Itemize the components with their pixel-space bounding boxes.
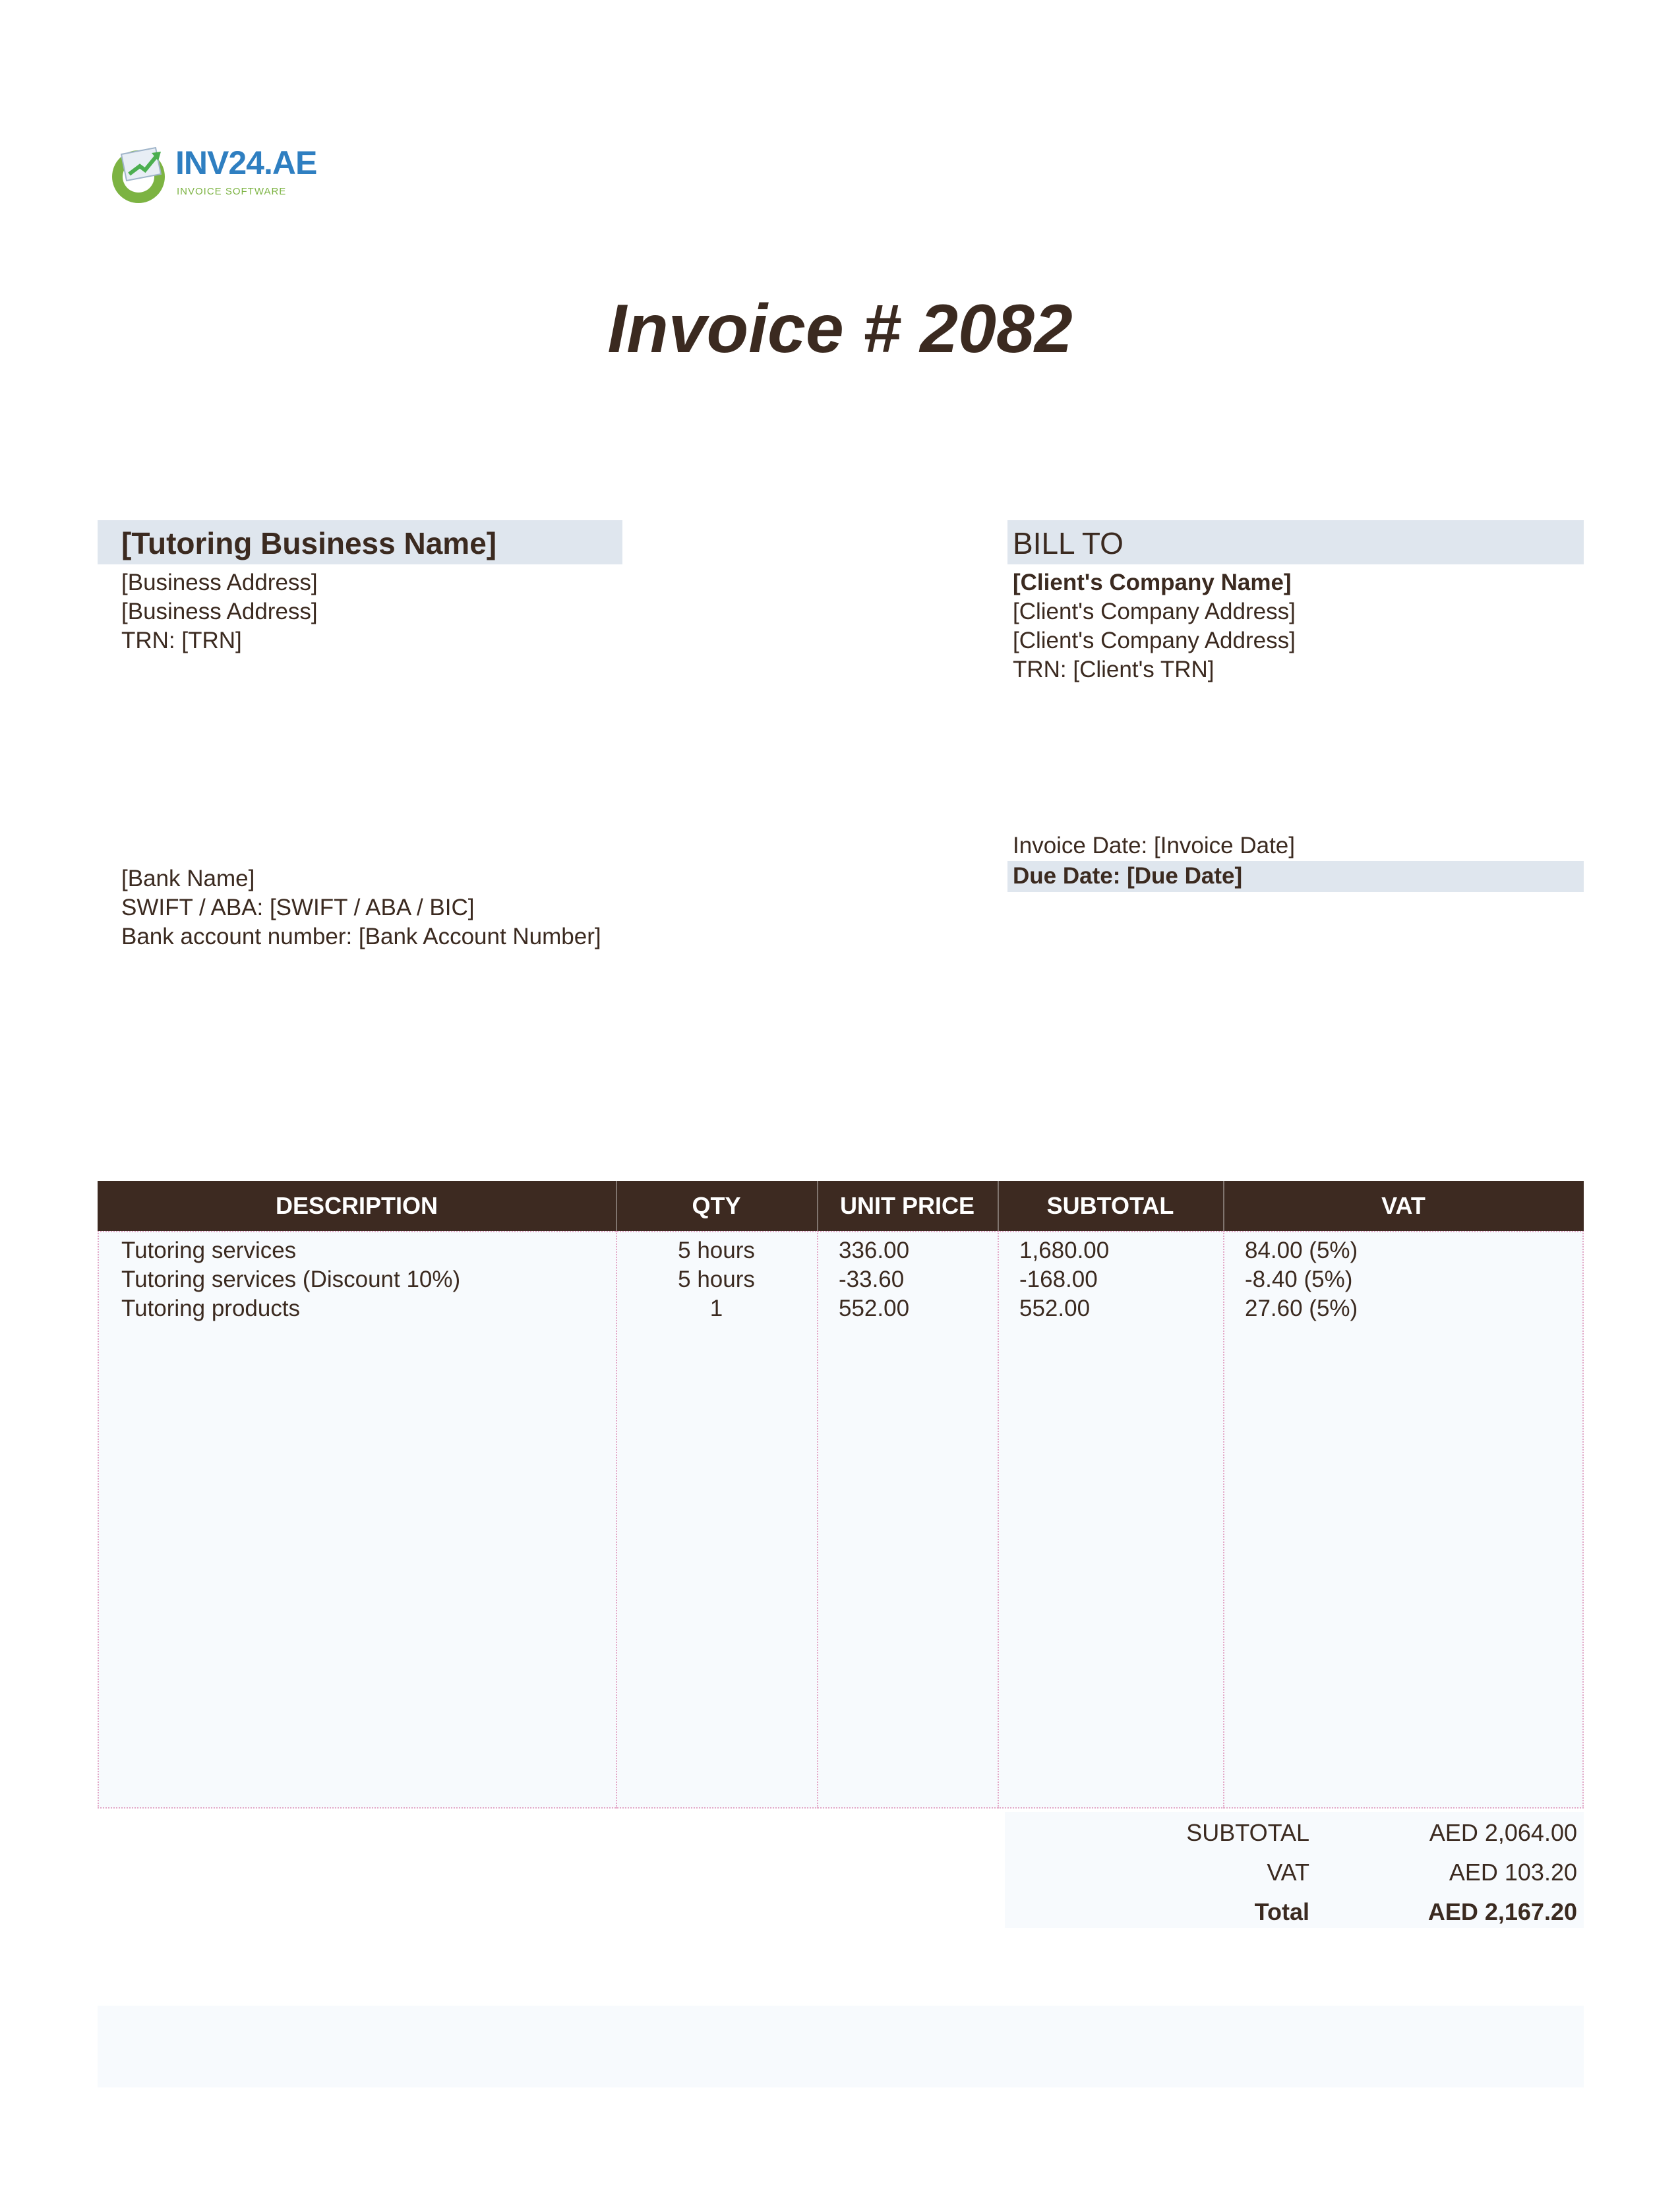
- row-subtotal: 1,680.00: [1019, 1238, 1110, 1263]
- bank-details: [121, 864, 601, 951]
- seller-address-line: [Business Address]: [121, 570, 318, 595]
- seller-trn: TRN: [TRN]: [121, 628, 242, 653]
- table-row: [98, 1294, 1584, 1323]
- seller-business-name: [Tutoring Business Name]: [121, 526, 497, 560]
- logo-wordmark: INV24.AE: [175, 144, 317, 181]
- header-divider: [817, 1181, 818, 1231]
- row-description: Tutoring services (Discount 10%): [121, 1267, 461, 1292]
- totals-block: [1005, 1812, 1584, 1928]
- client-address-line: [Client's Company Address]: [1013, 628, 1296, 653]
- logo-tagline: INVOICE SOFTWARE: [177, 186, 287, 197]
- subtotal-row: [1005, 1813, 1584, 1853]
- row-unit-price: 336.00: [839, 1238, 910, 1263]
- table-row: [98, 1236, 1584, 1265]
- invoice-date: Invoice Date: [Invoice Date]: [1013, 833, 1295, 858]
- row-subtotal: 552.00: [1019, 1296, 1091, 1321]
- bank-account-number: Bank account number: [Bank Account Number]: [121, 924, 601, 949]
- bank-name: [Bank Name]: [121, 866, 255, 891]
- notes-area: [98, 2006, 1584, 2087]
- table-row: [98, 1265, 1584, 1294]
- vat-value: AED 103.20: [1449, 1859, 1577, 1886]
- logo-icon: [105, 140, 171, 206]
- column-header-subtotal: SUBTOTAL: [1046, 1192, 1174, 1219]
- row-vat: 27.60 (5%): [1245, 1296, 1358, 1321]
- column-header-unit-price: UNIT PRICE: [839, 1192, 975, 1219]
- row-qty: 5 hours: [678, 1267, 755, 1292]
- row-vat: 84.00 (5%): [1245, 1238, 1358, 1263]
- due-date: Due Date: [Due Date]: [1013, 863, 1243, 889]
- subtotal-label: SUBTOTAL: [1186, 1819, 1309, 1846]
- total-value: AED 2,167.20: [1427, 1898, 1577, 1925]
- vat-row: [1005, 1853, 1584, 1892]
- header-divider: [1223, 1181, 1224, 1231]
- header-divider: [616, 1181, 617, 1231]
- column-header-description: DESCRIPTION: [275, 1192, 438, 1219]
- row-qty: 1: [709, 1296, 723, 1321]
- row-description: Tutoring services: [121, 1238, 297, 1263]
- row-subtotal: -168.00: [1019, 1267, 1098, 1292]
- row-unit-price: 552.00: [839, 1296, 910, 1321]
- row-unit-price: -33.60: [839, 1267, 905, 1292]
- row-qty: 5 hours: [678, 1238, 755, 1263]
- total-row: [1005, 1892, 1584, 1932]
- subtotal-value: AED 2,064.00: [1429, 1819, 1577, 1846]
- seller-address-line: [Business Address]: [121, 599, 318, 624]
- column-header-vat: VAT: [1381, 1192, 1425, 1219]
- invoice-title: Invoice # 2082: [607, 291, 1073, 367]
- total-label: Total: [1254, 1898, 1309, 1925]
- bill-to-block: [1013, 568, 1296, 684]
- row-vat: -8.40 (5%): [1245, 1267, 1353, 1292]
- header-divider: [998, 1181, 999, 1231]
- client-trn: TRN: [Client's TRN]: [1013, 657, 1215, 682]
- bill-to-label: BILL TO: [1013, 526, 1124, 560]
- seller-address-block: [121, 568, 318, 655]
- items-table: [98, 1181, 1584, 1809]
- client-company-name: [Client's Company Name]: [1013, 570, 1292, 595]
- table-header: [98, 1181, 1584, 1231]
- column-header-qty: QTY: [692, 1192, 741, 1219]
- vat-label: VAT: [1267, 1859, 1309, 1886]
- row-description: Tutoring products: [121, 1296, 301, 1321]
- bank-swift: SWIFT / ABA: [SWIFT / ABA / BIC]: [121, 895, 475, 920]
- client-address-line: [Client's Company Address]: [1013, 599, 1296, 624]
- company-logo: [105, 140, 317, 212]
